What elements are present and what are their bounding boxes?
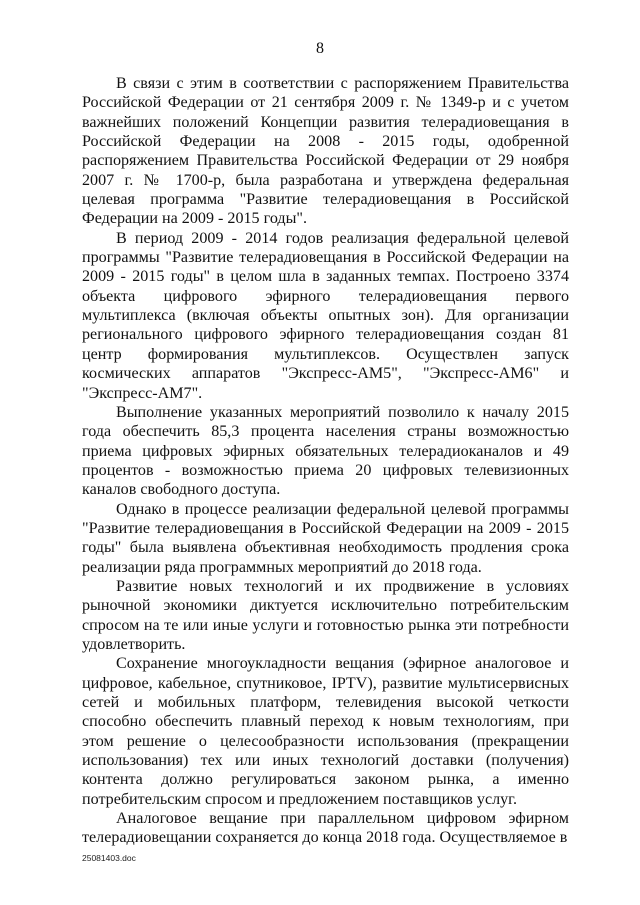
footer-filename: 25081403.doc [82, 853, 136, 863]
paragraph-4: Однако в процессе реализации федеральной целевой программы "Развитие телерадиовещания в Российской Федерации на 2009 - 2015 годы" была выявлена объективная необходимость продления срока реализации ряда программных мероприятий до 2018 года. [82, 500, 569, 576]
page-number: 8 [316, 40, 324, 57]
paragraph-2: В период 2009 - 2014 годов реализация федеральной целевой программы "Развитие телерадиовещания в Российской Федерации на 2009 - 2015 годы" в целом шла в заданных темпах. Построено 3374 объекта цифрового эфирного телерадиовещания первого мультиплекса (включая объекты опытных зон). Для организации регионального цифрового эфирного телерадиовещания создан 81 центр формирования мультиплексов. Осуществлен запуск космических аппаратов "Экспресс-АМ5", "Экспресс-АМ6" и "Экспресс-АМ7". [82, 229, 569, 402]
paragraph-3: Выполнение указанных мероприятий позволило к началу 2015 года обеспечить 85,3 процента населения страны возможностью приема цифровых эфирных обязательных телерадиоканалов и 49 процентов - возможностью приема 20 цифровых телевизионных каналов свободного доступа. [82, 403, 569, 499]
paragraph-5: Развитие новых технологий и их продвижение в условиях рыночной экономики диктуется исключительно потребительским спросом на те или иные услуги и готовностью рынка эти потребности удовлетворить. [82, 577, 569, 653]
document-body [82, 74, 569, 848]
paragraph-7: Аналоговое вещание при параллельном цифровом эфирном телерадиовещании сохраняется до конца 2018 года. Осуществляемое в [82, 810, 569, 847]
paragraph-1: В связи с этим в соответствии с распоряжением Правительства Российской Федерации от 21 сентября 2009 г. № 1349-р и с учетом важнейших положений Концепции развития телерадиовещания в Российской Федерации на 2008 - 2015 годы, одобренной распоряжением Правительства Российской Федерации от 29 ноября 2007 г. № 1700-р, была разработана и утверждена федеральная целевая программа "Развитие телерадиовещания в Российской Федерации на 2009 - 2015 годы". [82, 75, 569, 228]
paragraph-6: Сохранение многоукладности вещания (эфирное аналоговое и цифровое, кабельное, спутниковое, IPTV), развитие мультисервисных сетей и мобильных платформ, телевидения высокой четкости способно обеспечить плавный переход к новым технологиям, при этом решение о целесообразности использования (прекращении использования) тех или иных технологий доставки (получения) контента должно регулироваться законом рынка, а именно потребительским спросом и предложением поставщиков услуг. [82, 655, 569, 808]
